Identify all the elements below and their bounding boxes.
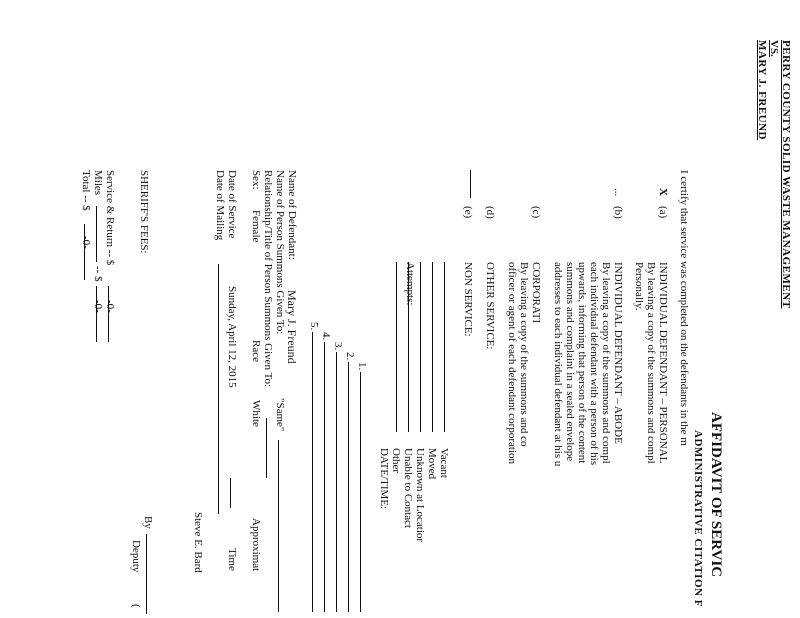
fees-miles-sep: -- $ <box>92 266 104 282</box>
option-d-letter: (d) <box>484 206 496 219</box>
certify-statement: I certify that service was completed on the defendants in the m <box>678 170 690 446</box>
reason-unable: Unable to Contact <box>402 448 414 529</box>
reason-vacant-line <box>444 262 454 432</box>
reason-moved: Moved <box>426 448 438 480</box>
date-of-mailing-line <box>218 264 228 514</box>
date-of-service-label: Date of Service <box>226 170 238 239</box>
fees-total-label: Total -- $ <box>80 170 92 211</box>
option-a-heading: INDIVIDUAL DEFENDANT – PERSONAL <box>657 262 669 464</box>
relationship-line <box>266 418 276 478</box>
race-value: White <box>250 400 262 427</box>
option-a-mark: X <box>657 188 669 196</box>
attempt-4-line <box>324 342 334 612</box>
reason-other: Other <box>390 448 402 474</box>
option-b-line-5: addresses to each individual defendant at his u <box>552 262 564 467</box>
document-title: AFFIDAVIT OF SERVIC <box>708 412 724 578</box>
option-b-letter: (b) <box>612 206 624 219</box>
signature-name: Steve E. Bard <box>192 512 204 573</box>
option-b-mark: ... <box>612 188 624 197</box>
summons-given-to-line <box>278 440 288 612</box>
option-c-line-2: officer or agent of each defendant corporation <box>506 262 518 464</box>
fees-total-line <box>84 224 94 280</box>
option-b-line-1: By leaving a copy of the summons and compl <box>600 262 612 464</box>
signature-by-label: By <box>142 516 154 529</box>
fees-total-value: -0- <box>80 236 92 249</box>
attempts-label: Attempts: <box>404 262 416 306</box>
relationship-label: Relationship/Title of Person Summons Given To: <box>262 170 274 388</box>
caption-defendant: MARY J. FREUND <box>756 40 768 141</box>
option-d-heading: OTHER SERVICE: <box>484 262 496 350</box>
option-a-letter: (a) <box>657 206 669 219</box>
attempt-1-number: 1. <box>356 362 368 371</box>
attempt-2-number: 2. <box>344 352 356 361</box>
option-b-line-3: upwards, informing that person of the content <box>576 262 588 464</box>
signature-line <box>146 534 156 614</box>
summons-given-to-value: "Same" <box>274 398 286 432</box>
sex-value: Female <box>250 210 262 243</box>
option-c-line-1: By leaving a copy of the summons and co <box>518 262 530 447</box>
option-c-heading: CORPORATI <box>530 262 542 324</box>
attempt-3-line <box>336 352 346 612</box>
attempt-1-line <box>360 372 370 612</box>
date-of-service-value: Sunday, April 12, 2015 <box>226 286 238 388</box>
fees-miles-line <box>96 206 106 262</box>
caption-vs: VS. <box>768 40 780 57</box>
fees-heading: SHERIFF'S FEES: <box>138 170 150 254</box>
option-e-letter: (e) <box>462 206 474 219</box>
signature-trailing-mark: ( <box>130 604 142 608</box>
option-a-line-2: Personally. <box>633 262 645 311</box>
fees-service-label: Service & Return -- $ <box>104 170 116 266</box>
reason-datetime: DATE/TIME: <box>378 448 390 510</box>
option-e-heading: NON SERVICE: <box>462 262 474 337</box>
date-of-mailing-label: Date of Mailing <box>214 170 226 241</box>
option-c-letter: (c) <box>530 206 542 219</box>
sex-label: Sex: <box>250 170 262 190</box>
option-a-line-1: By leaving a copy of the summons and compl <box>645 262 657 464</box>
fees-service-line <box>108 286 118 342</box>
reason-unknown-line <box>420 262 430 432</box>
time-label: Time <box>226 548 238 571</box>
reason-unknown: Unknown at Locatior <box>414 448 426 543</box>
attempt-5-number: 5. <box>308 322 320 331</box>
name-of-defendant-value: Mary J. Freund <box>285 290 299 364</box>
summons-given-to-label: Name of Person Summons Given To: <box>274 170 286 335</box>
race-label: Race <box>250 340 262 362</box>
date-of-service-line <box>230 478 240 508</box>
fees-service-value: -0- <box>104 300 116 313</box>
option-b-line-4: summons and complaint in a sealed envelope <box>564 262 576 462</box>
approx-label: Approximat <box>250 518 262 572</box>
deputy-label: Deputy <box>130 540 142 573</box>
attempt-2-line <box>348 362 358 612</box>
attempt-4-number: 4. <box>320 332 332 341</box>
fees-miles-value-line <box>96 286 106 342</box>
name-of-defendant-label: Name of Defendant: <box>286 170 298 260</box>
fees-miles-label: Miles <box>92 170 104 196</box>
fees-miles-value: -0- <box>92 300 104 313</box>
reason-moved-line <box>432 262 442 432</box>
reason-vacant: Vacant <box>438 448 450 478</box>
option-b-heading: INDIVIDUAL DEFENDANT – ABODE <box>612 262 624 444</box>
attempt-5-line <box>312 332 322 612</box>
document-subtitle: ADMINISTRATIVE CITATION F <box>692 430 704 607</box>
option-e-blank <box>470 170 480 198</box>
caption-plaintiff: PERRY COUNTY SOLID WASTE MANAGEMENT <box>780 40 792 309</box>
option-b-line-2: each individual defendant with a person of his <box>588 262 600 466</box>
attempt-3-number: 3. <box>332 342 344 351</box>
